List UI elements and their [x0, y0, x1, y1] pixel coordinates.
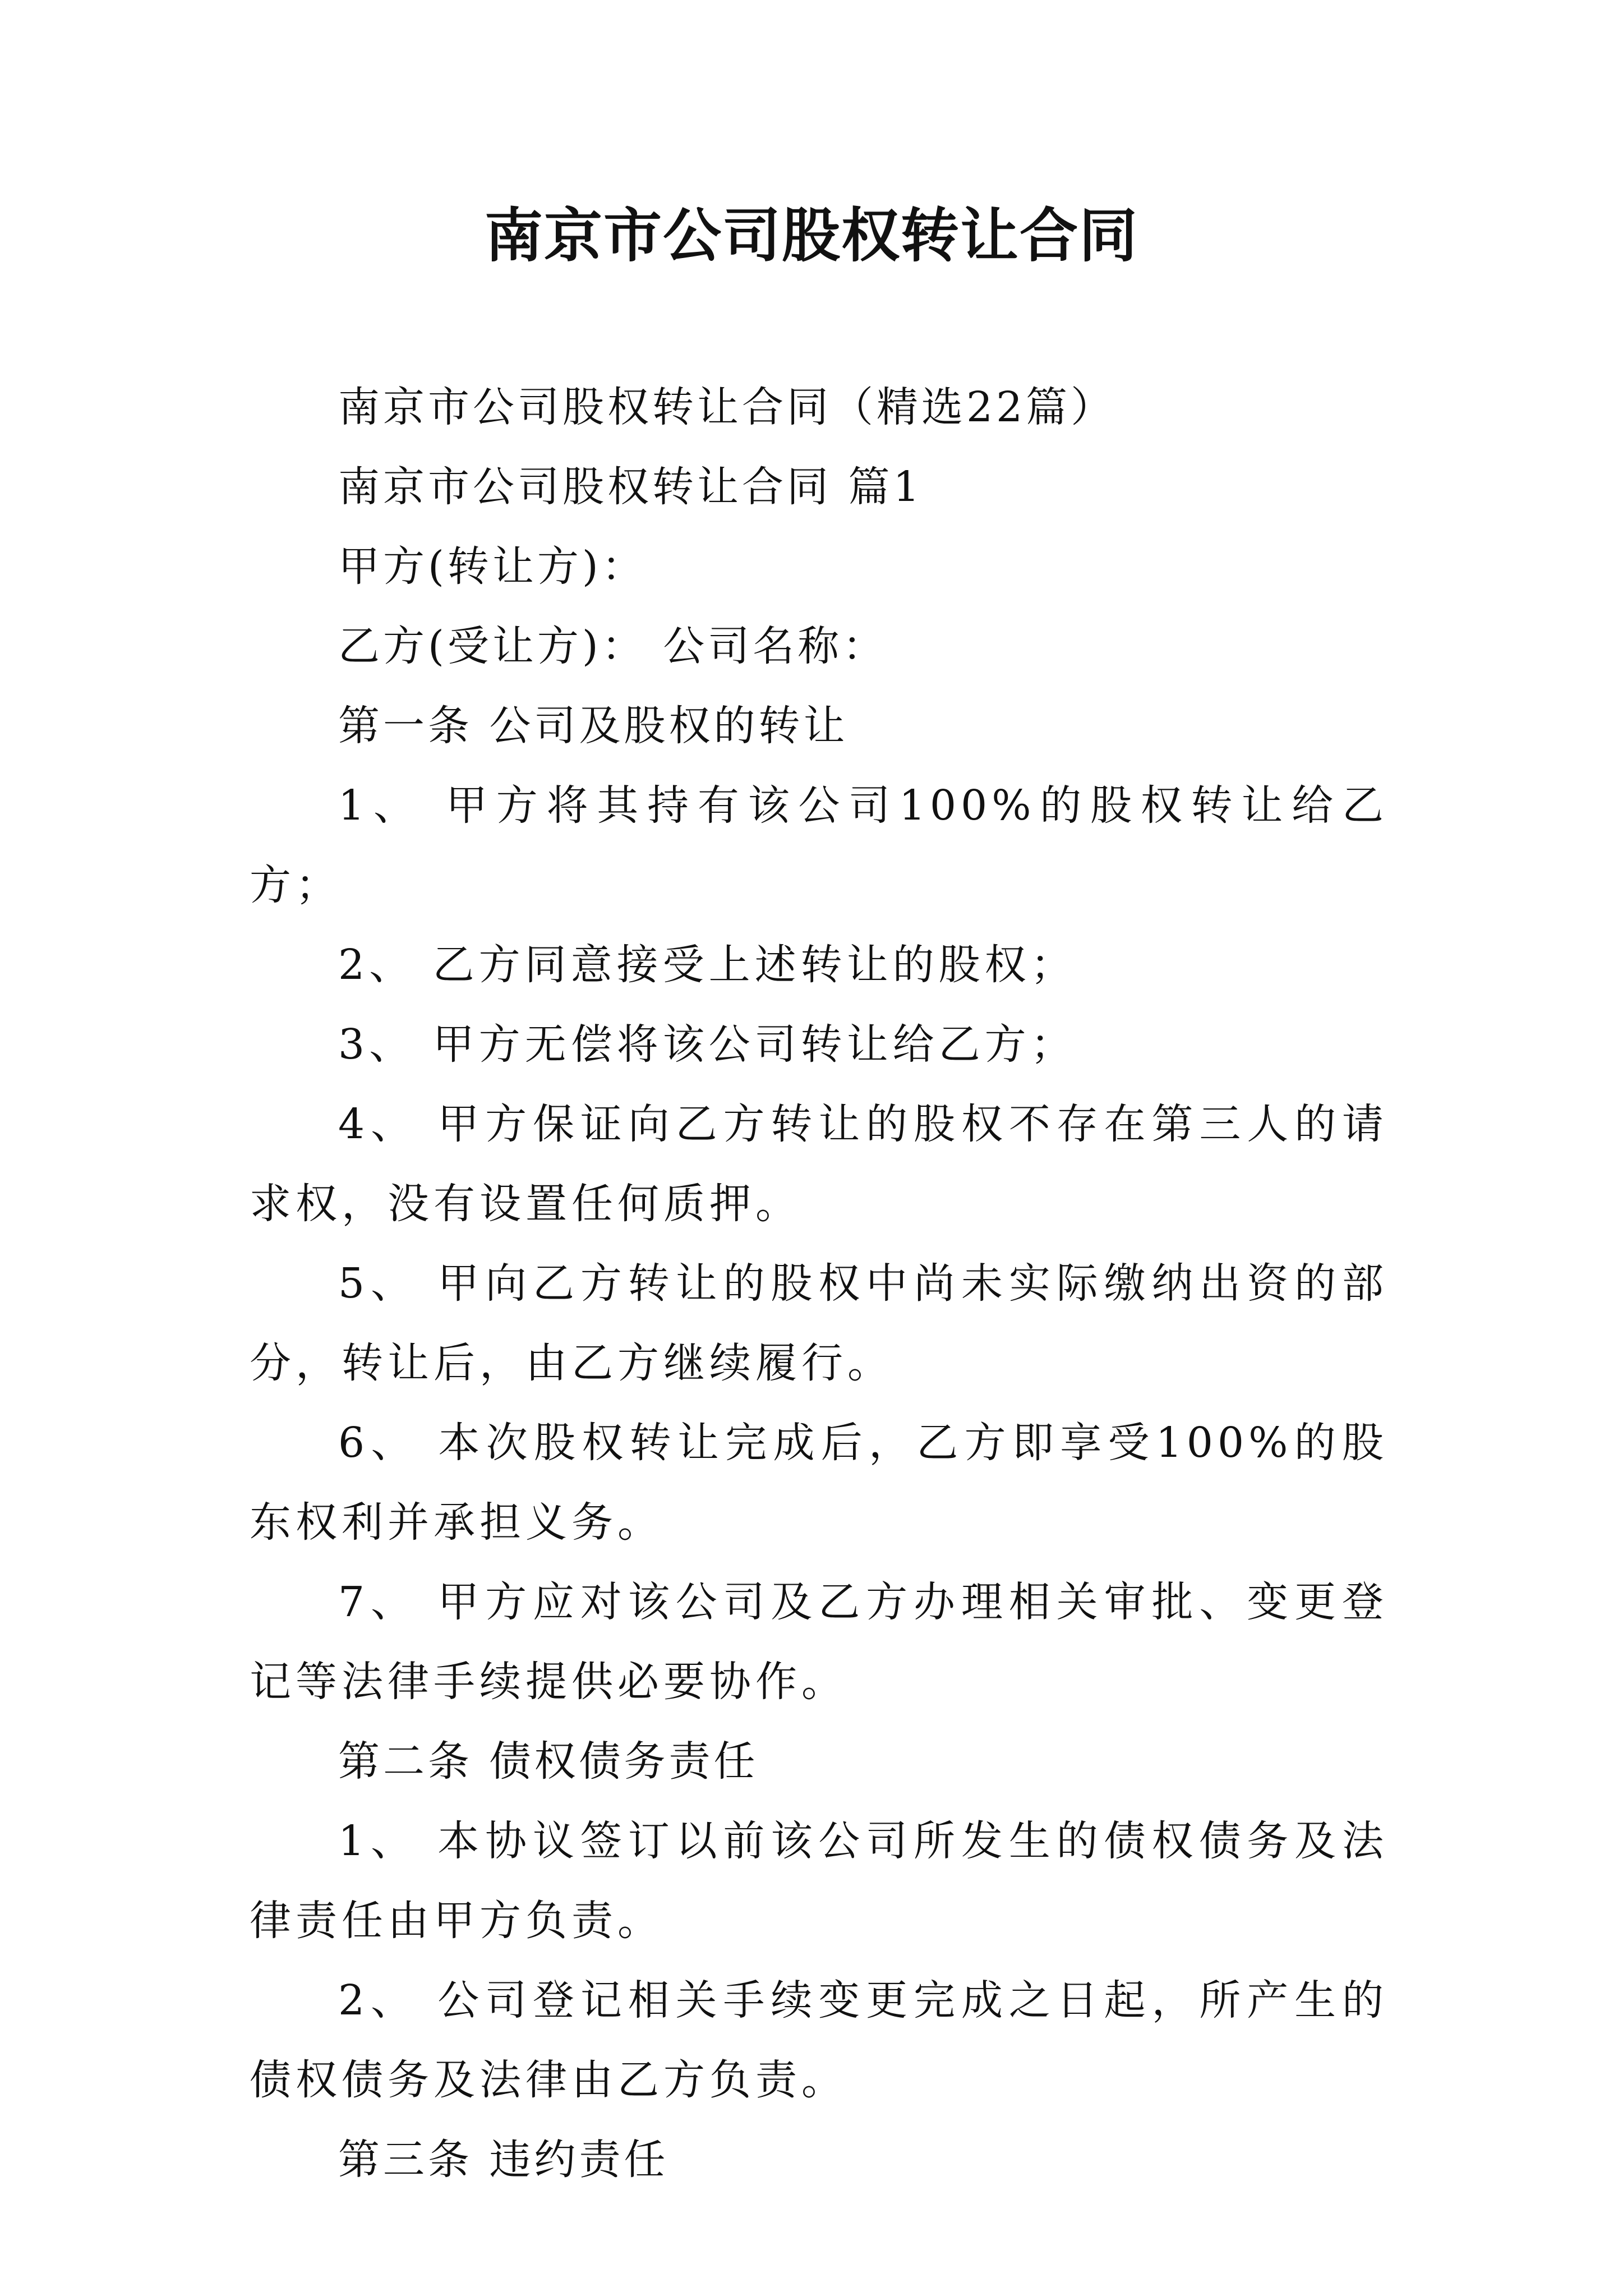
paragraph: 第三条 违约责任 — [338, 2136, 669, 2184]
paragraph: 第一条 公司及股权的转让 — [338, 702, 849, 750]
paragraph: 乙方(受让方)： 公司名称： — [338, 622, 888, 670]
paragraph: 甲方(转让方)： — [338, 542, 647, 591]
paragraph: 第二条 债权债务责任 — [338, 1737, 759, 1786]
paragraph: 7、 甲方应对该公司及乙方办理相关审批、变更登记等法律手续提供必要协作。 — [250, 1578, 1388, 1706]
paragraph: 2、 乙方同意接受上述转让的股权； — [338, 941, 1077, 989]
paragraph: 5、 甲向乙方转让的股权中尚未实际缴纳出资的部分，转让后，由乙方继续履行。 — [250, 1259, 1388, 1387]
paragraph: 4、 甲方保证向乙方转让的股权不存在第三人的请求权，没有设置任何质押。 — [250, 1100, 1388, 1228]
paragraph: 2、 公司登记相关手续变更完成之日起，所产生的债权债务及法律由乙方负责。 — [250, 1976, 1388, 2104]
document-body — [250, 367, 1388, 2200]
paragraph: 6、 本次股权转让完成后，乙方即享受100%的股东权利并承担义务。 — [250, 1419, 1388, 1547]
paragraph: 南京市公司股权转让合同 篇1 — [338, 463, 923, 511]
paragraph: 3、 甲方无偿将该公司转让给乙方； — [338, 1020, 1077, 1069]
paragraph: 1、 本协议签订以前该公司所发生的债权债务及法律责任由甲方负责。 — [250, 1817, 1388, 1945]
paragraph: 1、 甲方将其持有该公司100%的股权转让给乙方； — [250, 781, 1388, 909]
paragraph: 南京市公司股权转让合同（精选22篇） — [338, 383, 1116, 431]
document-title: 南京市公司股权转让合同 — [484, 201, 1138, 270]
